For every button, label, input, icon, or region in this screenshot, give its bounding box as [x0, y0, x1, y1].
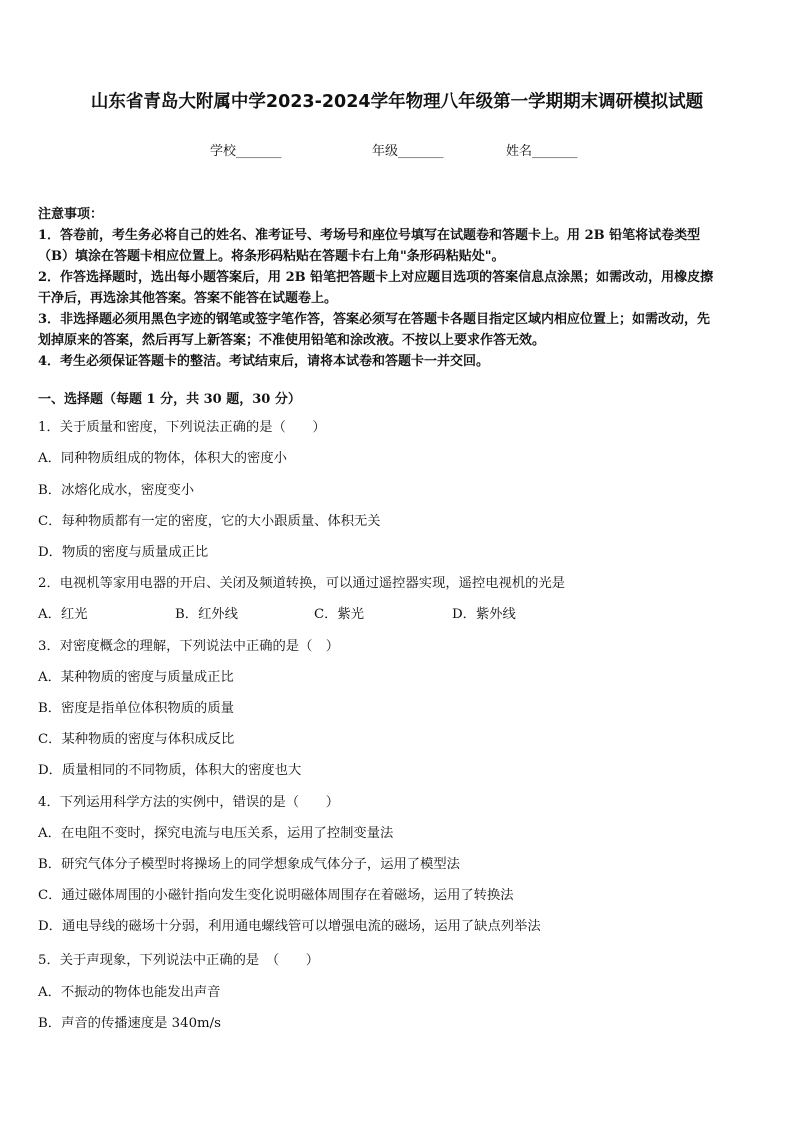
question-1-option-b: B．冰熔化成水，密度变小 — [38, 483, 195, 498]
name-field: 姓名_______ — [506, 144, 578, 159]
question-3-option-d: D．质量相同的不同物质，体积大的密度也大 — [38, 763, 302, 778]
question-2-option-c: C．紫光 — [314, 607, 365, 622]
question-4-option-b: B．研究气体分子模型时将操场上的同学想象成气体分子，运用了模型法 — [38, 857, 460, 872]
question-4-option-a: A．在电阻不变时，探究电流与电压关系，运用了控制变量法 — [38, 826, 394, 841]
question-4-option-c: C．通过磁体周围的小磁针指向发生变化说明磁体周围存在着磁场，运用了转换法 — [38, 888, 514, 903]
question-4-stem: 4．下列运用科学方法的实例中，错误的是（ ） — [38, 795, 339, 810]
question-2-option-a: A．红光 — [38, 607, 88, 622]
question-3-stem: 3．对密度概念的理解，下列说法中正确的是（ ） — [38, 639, 339, 654]
notice-line: 3．非选择题必须用黑色字迹的钢笔或签字笔作答，答案必须写在答题卡各题目指定区域内相应位置上；如需改动，先 — [38, 312, 711, 327]
school-field: 学校_______ — [210, 144, 282, 159]
notice-line: 1．答卷前，考生务必将自己的姓名、准考证号、考场号和座位号填写在试题卷和答题卡上。用 2B 铅笔将试卷类型 — [38, 228, 701, 243]
notice-line: 划掉原来的答案，然后再写上新答案；不准使用铅笔和涂改液。不按以上要求作答无效。 — [38, 333, 546, 348]
question-5-stem: 5．关于声现象，下列说法中正确的是 （ ） — [38, 953, 320, 968]
question-1-option-a: A．同种物质组成的物体，体积大的密度小 — [38, 451, 287, 466]
notice-line: 2．作答选择题时，选出每小题答案后，用 2B 铅笔把答题卡上对应题目选项的答案信息点涂黑；如需改动，用橡皮擦 — [38, 270, 714, 285]
question-2-stem: 2．电视机等家用电器的开启、关闭及频道转换，可以通过遥控器实现，遥控电视机的光是 — [38, 576, 566, 591]
question-4-option-d: D．通电导线的磁场十分弱，利用通电螺线管可以增强电流的磁场，运用了缺点列举法 — [38, 919, 541, 934]
question-1-option-d: D．物质的密度与质量成正比 — [38, 545, 209, 560]
question-3-option-b: B．密度是指单位体积物质的质量 — [38, 701, 234, 716]
notice-line: （B）填涂在答题卡相应位置上。将条形码粘贴在答题卡右上角"条形码粘贴处"。 — [38, 249, 505, 264]
question-3-option-a: A．某种物质的密度与质量成正比 — [38, 670, 234, 685]
question-2-option-b: B．红外线 — [175, 607, 238, 622]
notice-line: 干净后，再选涂其他答案。答案不能答在试题卷上。 — [38, 291, 338, 306]
question-5-option-a: A．不振动的物体也能发出声音 — [38, 985, 221, 1000]
notice-heading: 注意事项： — [38, 207, 104, 222]
exam-title: 山东省青岛大附属中学2023-2024学年物理八年级第一学期期末调研模拟试题 — [90, 92, 704, 112]
notice-line: 4．考生必须保证答题卡的整洁。考试结束后，请将本试卷和答题卡一并交回。 — [38, 354, 490, 369]
question-5-option-b: B．声音的传播速度是 340m/s — [38, 1016, 221, 1031]
question-2-option-d: D．紫外线 — [452, 607, 516, 622]
question-1-option-c: C．每种物质都有一定的密度，它的大小跟质量、体积无关 — [38, 514, 381, 529]
section-title: 一、选择题（每题 1 分，共 30 题，30 分） — [38, 392, 301, 407]
question-1-stem: 1．关于质量和密度，下列说法正确的是（ ） — [38, 420, 326, 435]
grade-field: 年级_______ — [372, 144, 444, 159]
question-3-option-c: C．某种物质的密度与体积成反比 — [38, 732, 235, 747]
